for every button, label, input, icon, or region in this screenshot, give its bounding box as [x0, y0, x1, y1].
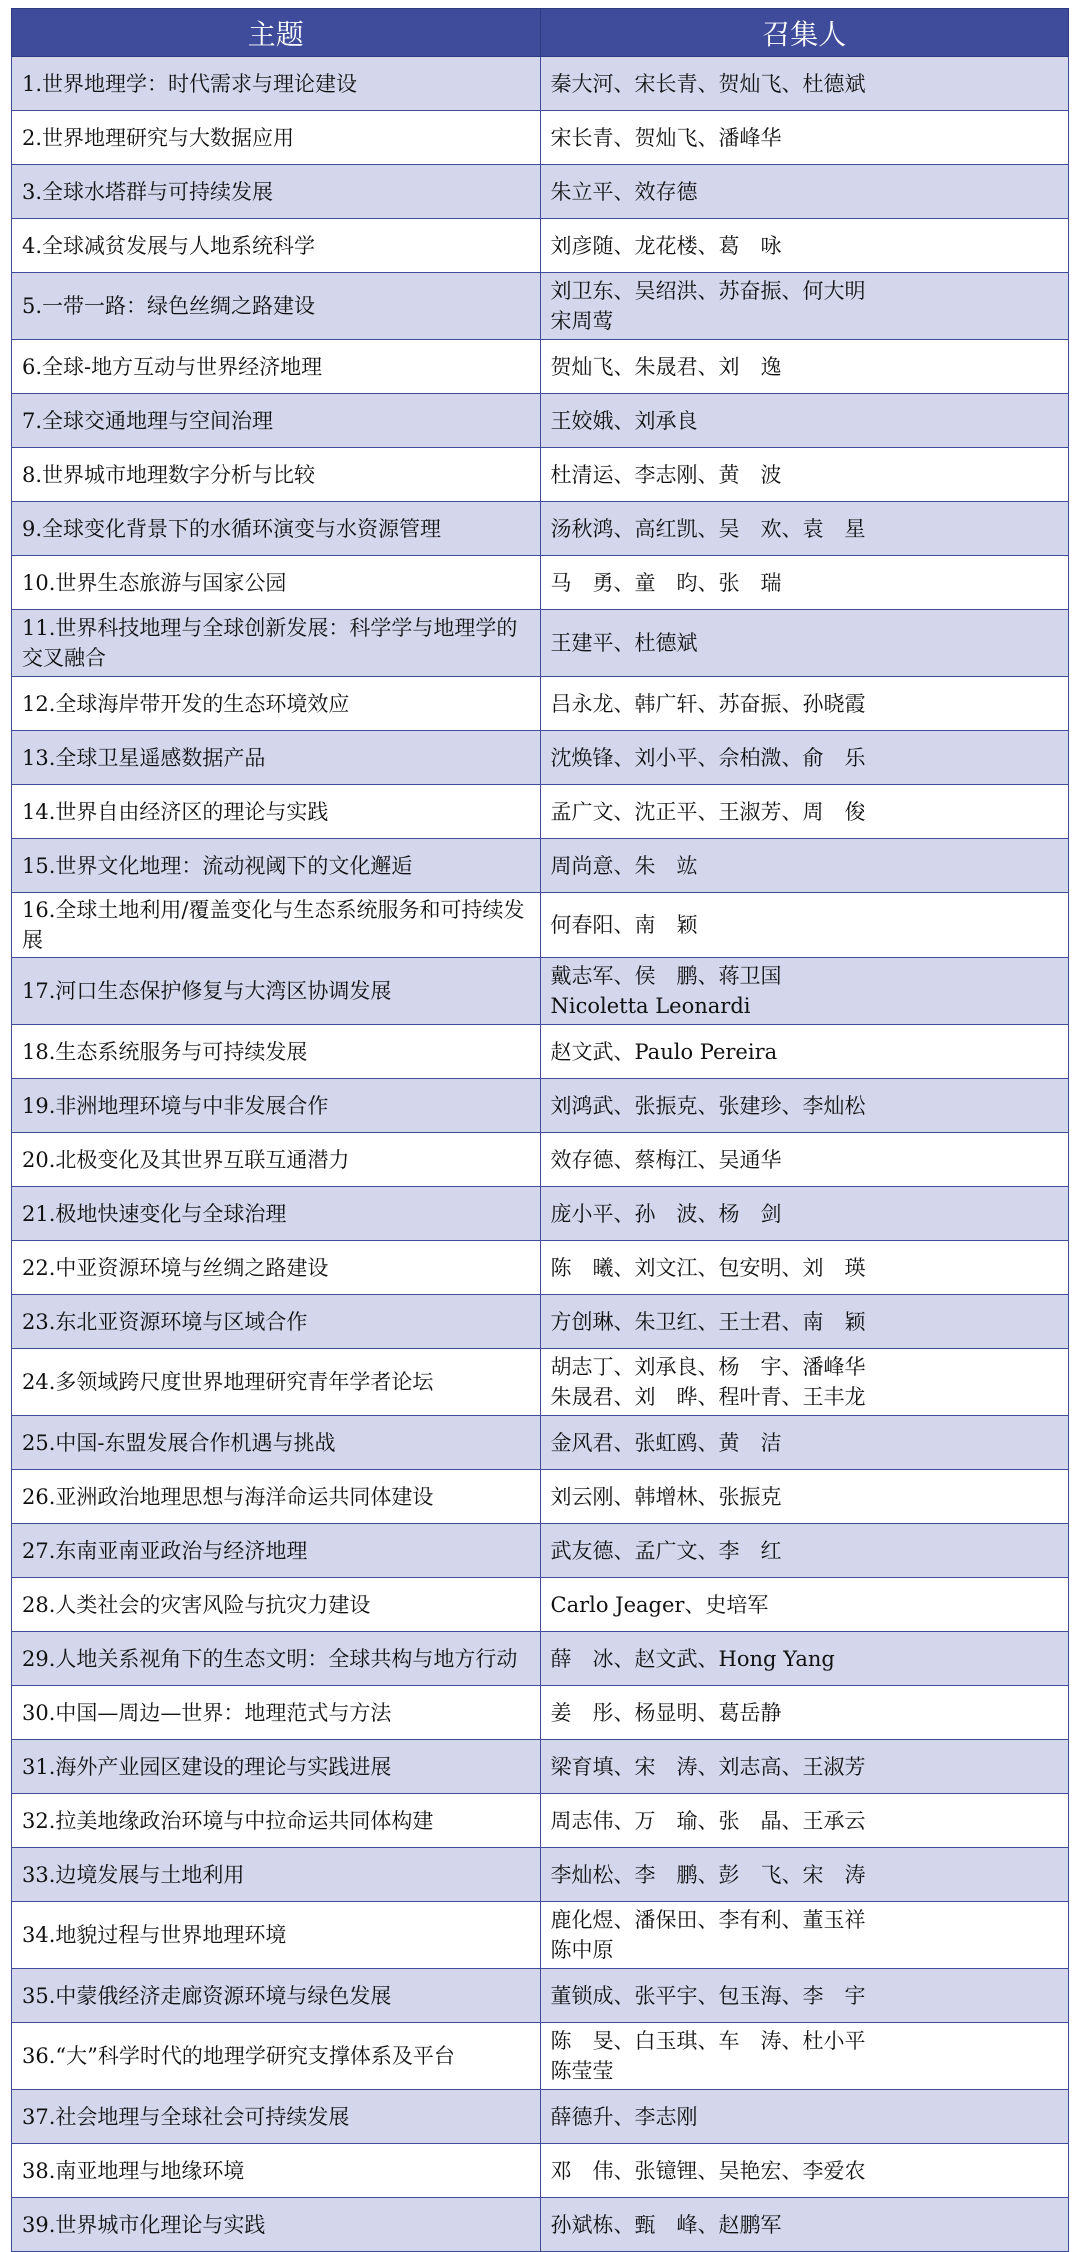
table-row	[12, 340, 1069, 394]
table-row	[12, 677, 1069, 731]
topic-cell: 26.亚洲政治地理思想与海洋命运共同体建设	[12, 1470, 541, 1524]
topic-cell: 11.世界科技地理与全球创新发展：科学学与地理学的交叉融合	[12, 610, 541, 677]
convener-cell: 武友德、孟广文、李 红	[540, 1524, 1069, 1578]
table-row	[12, 273, 1069, 340]
convener-cell: 吕永龙、韩广轩、苏奋振、孙晓霞	[540, 677, 1069, 731]
topic-cell: 25.中国-东盟发展合作机遇与挑战	[12, 1416, 541, 1470]
topic-cell: 12.全球海岸带开发的生态环境效应	[12, 677, 541, 731]
convener-cell: 戴志军、侯 鹏、蒋卫国 Nicoletta Leonardi	[540, 958, 1069, 1025]
convener-cell: 何春阳、南 颖	[540, 893, 1069, 958]
convener-cell: 李灿松、李 鹏、彭 飞、宋 涛	[540, 1848, 1069, 1902]
topic-cell: 13.全球卫星遥感数据产品	[12, 731, 541, 785]
table-row	[12, 556, 1069, 610]
topic-cell: 19.非洲地理环境与中非发展合作	[12, 1079, 541, 1133]
table-row	[12, 1241, 1069, 1295]
conference-topics-table	[11, 8, 1069, 2252]
table-row	[12, 731, 1069, 785]
convener-cell: 刘云刚、韩增林、张振克	[540, 1470, 1069, 1524]
topic-cell: 16.全球土地利用/覆盖变化与生态系统服务和可持续发展	[12, 893, 541, 958]
convener-cell: Carlo Jeager、史培军	[540, 1578, 1069, 1632]
table-row	[12, 1079, 1069, 1133]
topic-cell: 32.拉美地缘政治环境与中拉命运共同体构建	[12, 1794, 541, 1848]
table-row	[12, 2198, 1069, 2252]
table-row	[12, 1133, 1069, 1187]
topic-cell: 14.世界自由经济区的理论与实践	[12, 785, 541, 839]
topic-cell: 18.生态系统服务与可持续发展	[12, 1025, 541, 1079]
convener-column-header: 召集人	[540, 9, 1069, 57]
convener-cell: 薛 冰、赵文武、Hong Yang	[540, 1632, 1069, 1686]
convener-cell: 马 勇、童 昀、张 瑞	[540, 556, 1069, 610]
convener-cell: 赵文武、Paulo Pereira	[540, 1025, 1069, 1079]
topic-cell: 6.全球-地方互动与世界经济地理	[12, 340, 541, 394]
topic-cell: 5.一带一路：绿色丝绸之路建设	[12, 273, 541, 340]
topic-cell: 28.人类社会的灾害风险与抗灾力建设	[12, 1578, 541, 1632]
table-row	[12, 165, 1069, 219]
convener-cell: 沈焕锋、刘小平、佘柏溦、俞 乐	[540, 731, 1069, 785]
topic-cell: 9.全球变化背景下的水循环演变与水资源管理	[12, 502, 541, 556]
table-row	[12, 1848, 1069, 1902]
convener-cell: 方创琳、朱卫红、王士君、南 颖	[540, 1295, 1069, 1349]
convener-cell: 汤秋鸿、高红凯、吴 欢、袁 星	[540, 502, 1069, 556]
convener-cell: 周志伟、万 瑜、张 晶、王承云	[540, 1794, 1069, 1848]
topic-cell: 37.社会地理与全球社会可持续发展	[12, 2090, 541, 2144]
table-row	[12, 1632, 1069, 1686]
convener-cell: 贺灿飞、朱晟君、刘 逸	[540, 340, 1069, 394]
topic-cell: 38.南亚地理与地缘环境	[12, 2144, 541, 2198]
table-row	[12, 1969, 1069, 2023]
table-row	[12, 1025, 1069, 1079]
convener-cell: 邓 伟、张镱锂、吴艳宏、李爱农	[540, 2144, 1069, 2198]
topic-cell: 33.边境发展与土地利用	[12, 1848, 541, 1902]
topic-cell: 34.地貌过程与世界地理环境	[12, 1902, 541, 1969]
convener-cell: 效存德、蔡梅江、吴通华	[540, 1133, 1069, 1187]
topic-cell: 21.极地快速变化与全球治理	[12, 1187, 541, 1241]
convener-cell: 董锁成、张平宇、包玉海、李 宇	[540, 1969, 1069, 2023]
table-row	[12, 958, 1069, 1025]
table-row	[12, 1524, 1069, 1578]
table-row	[12, 1349, 1069, 1416]
topic-column-header: 主题	[12, 9, 541, 57]
table-row	[12, 2144, 1069, 2198]
table-row	[12, 1578, 1069, 1632]
convener-cell: 刘卫东、吴绍洪、苏奋振、何大明 宋周莺	[540, 273, 1069, 340]
table-row	[12, 1295, 1069, 1349]
topic-cell: 39.世界城市化理论与实践	[12, 2198, 541, 2252]
topic-cell: 35.中蒙俄经济走廊资源环境与绿色发展	[12, 1969, 541, 2023]
convener-cell: 梁育填、宋 涛、刘志高、王淑芳	[540, 1740, 1069, 1794]
convener-cell: 杜清运、李志刚、黄 波	[540, 448, 1069, 502]
convener-cell: 秦大河、宋长青、贺灿飞、杜德斌	[540, 57, 1069, 111]
table-header-row	[12, 9, 1069, 57]
topic-cell: 2.世界地理研究与大数据应用	[12, 111, 541, 165]
topic-cell: 31.海外产业园区建设的理论与实践进展	[12, 1740, 541, 1794]
convener-cell: 鹿化煜、潘保田、李有利、董玉祥 陈中原	[540, 1902, 1069, 1969]
convener-cell: 陈 旻、白玉琪、车 涛、杜小平 陈莹莹	[540, 2023, 1069, 2090]
table-row	[12, 448, 1069, 502]
table-row	[12, 1187, 1069, 1241]
topic-cell: 10.世界生态旅游与国家公园	[12, 556, 541, 610]
topic-cell: 29.人地关系视角下的生态文明：全球共构与地方行动	[12, 1632, 541, 1686]
convener-cell: 陈 曦、刘文江、包安明、刘 瑛	[540, 1241, 1069, 1295]
convener-cell: 刘彦随、龙花楼、葛 咏	[540, 219, 1069, 273]
convener-cell: 庞小平、孙 波、杨 剑	[540, 1187, 1069, 1241]
convener-cell: 周尚意、朱 竑	[540, 839, 1069, 893]
table-row	[12, 2023, 1069, 2090]
table-row	[12, 1902, 1069, 1969]
table-row	[12, 57, 1069, 111]
table-row	[12, 1740, 1069, 1794]
table-row	[12, 394, 1069, 448]
convener-cell: 薛德升、李志刚	[540, 2090, 1069, 2144]
convener-cell: 金风君、张虹鸥、黄 洁	[540, 1416, 1069, 1470]
table-row	[12, 502, 1069, 556]
convener-cell: 刘鸿武、张振克、张建珍、李灿松	[540, 1079, 1069, 1133]
table-row	[12, 219, 1069, 273]
convener-cell: 孙斌栋、甄 峰、赵鹏军	[540, 2198, 1069, 2252]
topic-cell: 27.东南亚南亚政治与经济地理	[12, 1524, 541, 1578]
topic-cell: 17.河口生态保护修复与大湾区协调发展	[12, 958, 541, 1025]
table-row	[12, 2090, 1069, 2144]
topic-cell: 8.世界城市地理数字分析与比较	[12, 448, 541, 502]
convener-cell: 孟广文、沈正平、王淑芳、周 俊	[540, 785, 1069, 839]
topic-cell: 1.世界地理学：时代需求与理论建设	[12, 57, 541, 111]
topic-cell: 4.全球减贫发展与人地系统科学	[12, 219, 541, 273]
table-row	[12, 1470, 1069, 1524]
topic-cell: 15.世界文化地理：流动视阈下的文化邂逅	[12, 839, 541, 893]
topic-cell: 3.全球水塔群与可持续发展	[12, 165, 541, 219]
convener-cell: 宋长青、贺灿飞、潘峰华	[540, 111, 1069, 165]
topic-cell: 30.中国—周边—世界：地理范式与方法	[12, 1686, 541, 1740]
convener-cell: 胡志丁、刘承良、杨 宇、潘峰华 朱晟君、刘 晔、程叶青、王丰龙	[540, 1349, 1069, 1416]
table-row	[12, 1686, 1069, 1740]
table-row	[12, 785, 1069, 839]
table-row	[12, 1416, 1069, 1470]
table-row	[12, 893, 1069, 958]
convener-cell: 王建平、杜德斌	[540, 610, 1069, 677]
convener-cell: 王姣娥、刘承良	[540, 394, 1069, 448]
topic-cell: 7.全球交通地理与空间治理	[12, 394, 541, 448]
topic-cell: 22.中亚资源环境与丝绸之路建设	[12, 1241, 541, 1295]
convener-cell: 朱立平、效存德	[540, 165, 1069, 219]
table-body	[12, 57, 1069, 2252]
topic-cell: 23.东北亚资源环境与区域合作	[12, 1295, 541, 1349]
table-row	[12, 1794, 1069, 1848]
table-row	[12, 839, 1069, 893]
topic-cell: 20.北极变化及其世界互联互通潜力	[12, 1133, 541, 1187]
table-row	[12, 111, 1069, 165]
topic-cell: 24.多领域跨尺度世界地理研究青年学者论坛	[12, 1349, 541, 1416]
topic-cell: 36.“大”科学时代的地理学研究支撑体系及平台	[12, 2023, 541, 2090]
table-row	[12, 610, 1069, 677]
convener-cell: 姜 彤、杨显明、葛岳静	[540, 1686, 1069, 1740]
